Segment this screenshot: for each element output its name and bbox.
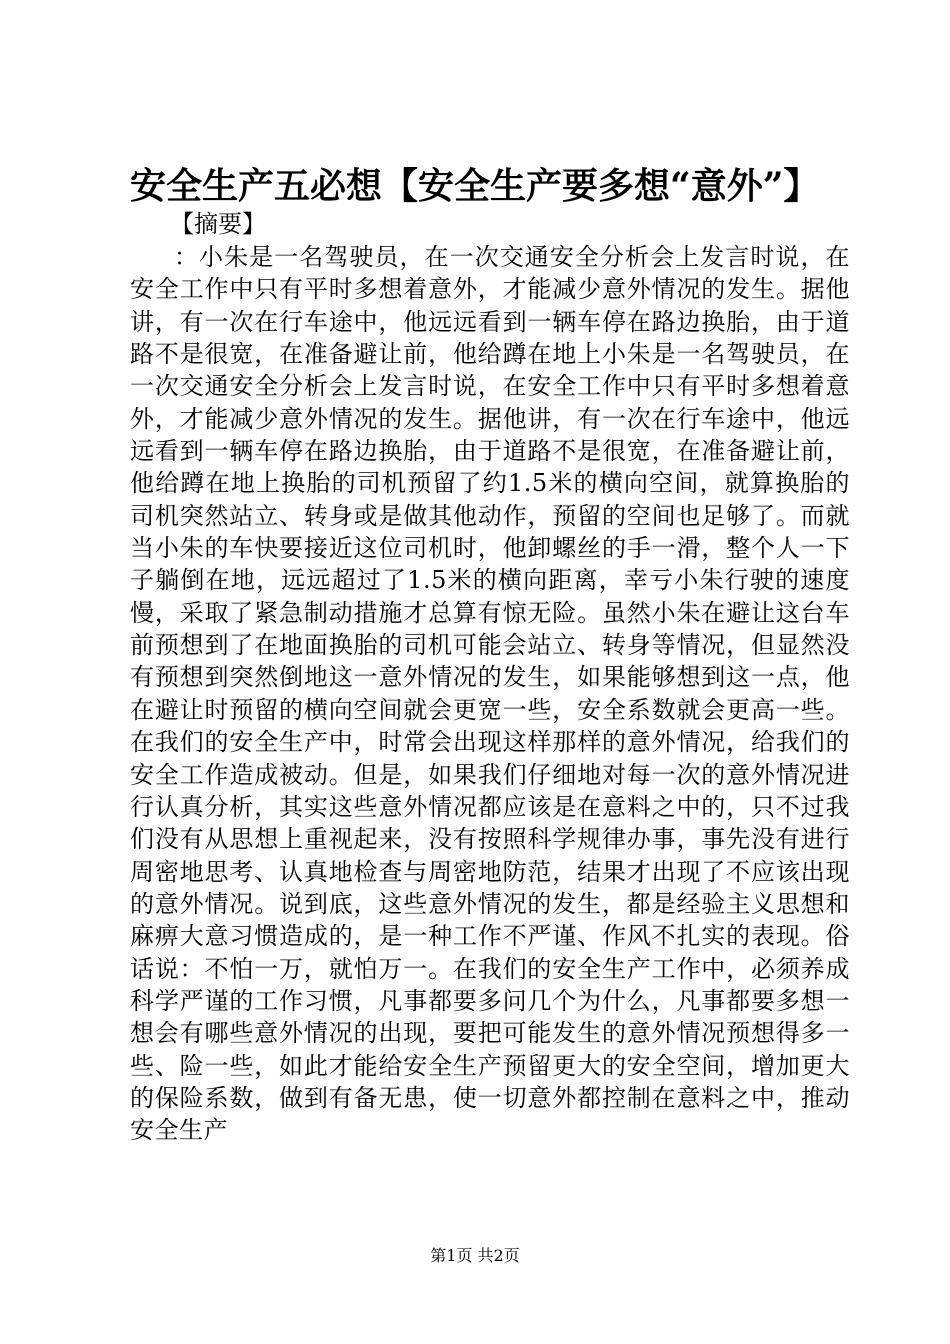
page-footer: 第1页 共2页 [430,1246,520,1265]
body-paragraph: ：小朱是一名驾驶员，在一次交通安全分析会上发言时说，在安全工作中只有平时多想着意外，才能减少意外情况的发生。据他讲，有一次在行车途中，他远远看到一辆车停在路边换胎，由于道路不是很宽，在准备避让前，他给蹲在地上小朱是一名驾驶员，在一次交通安全分析会上发言时说，在安全工作中只有平时多想着意外，才能减少意外情况的发生。据他讲，有一次在行车途中，他远远看到一辆车停在路边换胎，由于道路不是很宽，在准备避让前，他给蹲在地上换胎的司机预留了约1.5米的横向空间，就算换胎的司机突然站立、转身或是做其他动作，预留的空间也足够了。而就当小朱的车快要接近这位司机时，他卸螺丝的手一滑，整个人一下子躺倒在地，远远超过了1.5米的横向距离，幸亏小朱行驶的速度慢，采取了紧急制动措施才总算有惊无险。虽然小朱在避让这台车前预想到了在地面换胎的司机可能会站立、转身等情况，但显然没有预想到突然倒地这一意外情况的发生，如果能够想到这一点，他在避让时预留的横向空间就会更宽一些，安全系数就会更高一些。在我们的安全生产中，时常会出现这样那样的意外情况，给我们的安全工作造成被动。但是，如果我们仔细地对每一次的意外情况进行认真分析，其实这些意外情况都应该是在意料之中的，只不过我们没有从思想上重视起来，没有按照科学规律办事，事先没有进行周密地思考、认真地检查与周密地防范，结果才出现了不应该出现的意外情况。说到底，这些意外情况的发生，都是经验主义思想和麻痹大意习惯造成的，是一种工作不严谨、作风不扎实的表现。俗话说：不怕一万，就怕万一。在我们的安全生产工作中，必须养成科学严谨的工作习惯，凡事都要多问几个为什么，凡事都要多想一想会有哪些意外情况的出现，要把可能发生的意外情况预想得多一些、险一些，如此才能给安全生产预留更大的安全空间，增加更大的保险系数，做到有备无患，使一切意外都控制在意料之中，推动安全生产 [130,243,850,1145]
abstract-label: 【摘要】 [170,210,266,238]
document-title: 安全生产五必想【安全生产要多想“意外”】 [130,165,820,207]
